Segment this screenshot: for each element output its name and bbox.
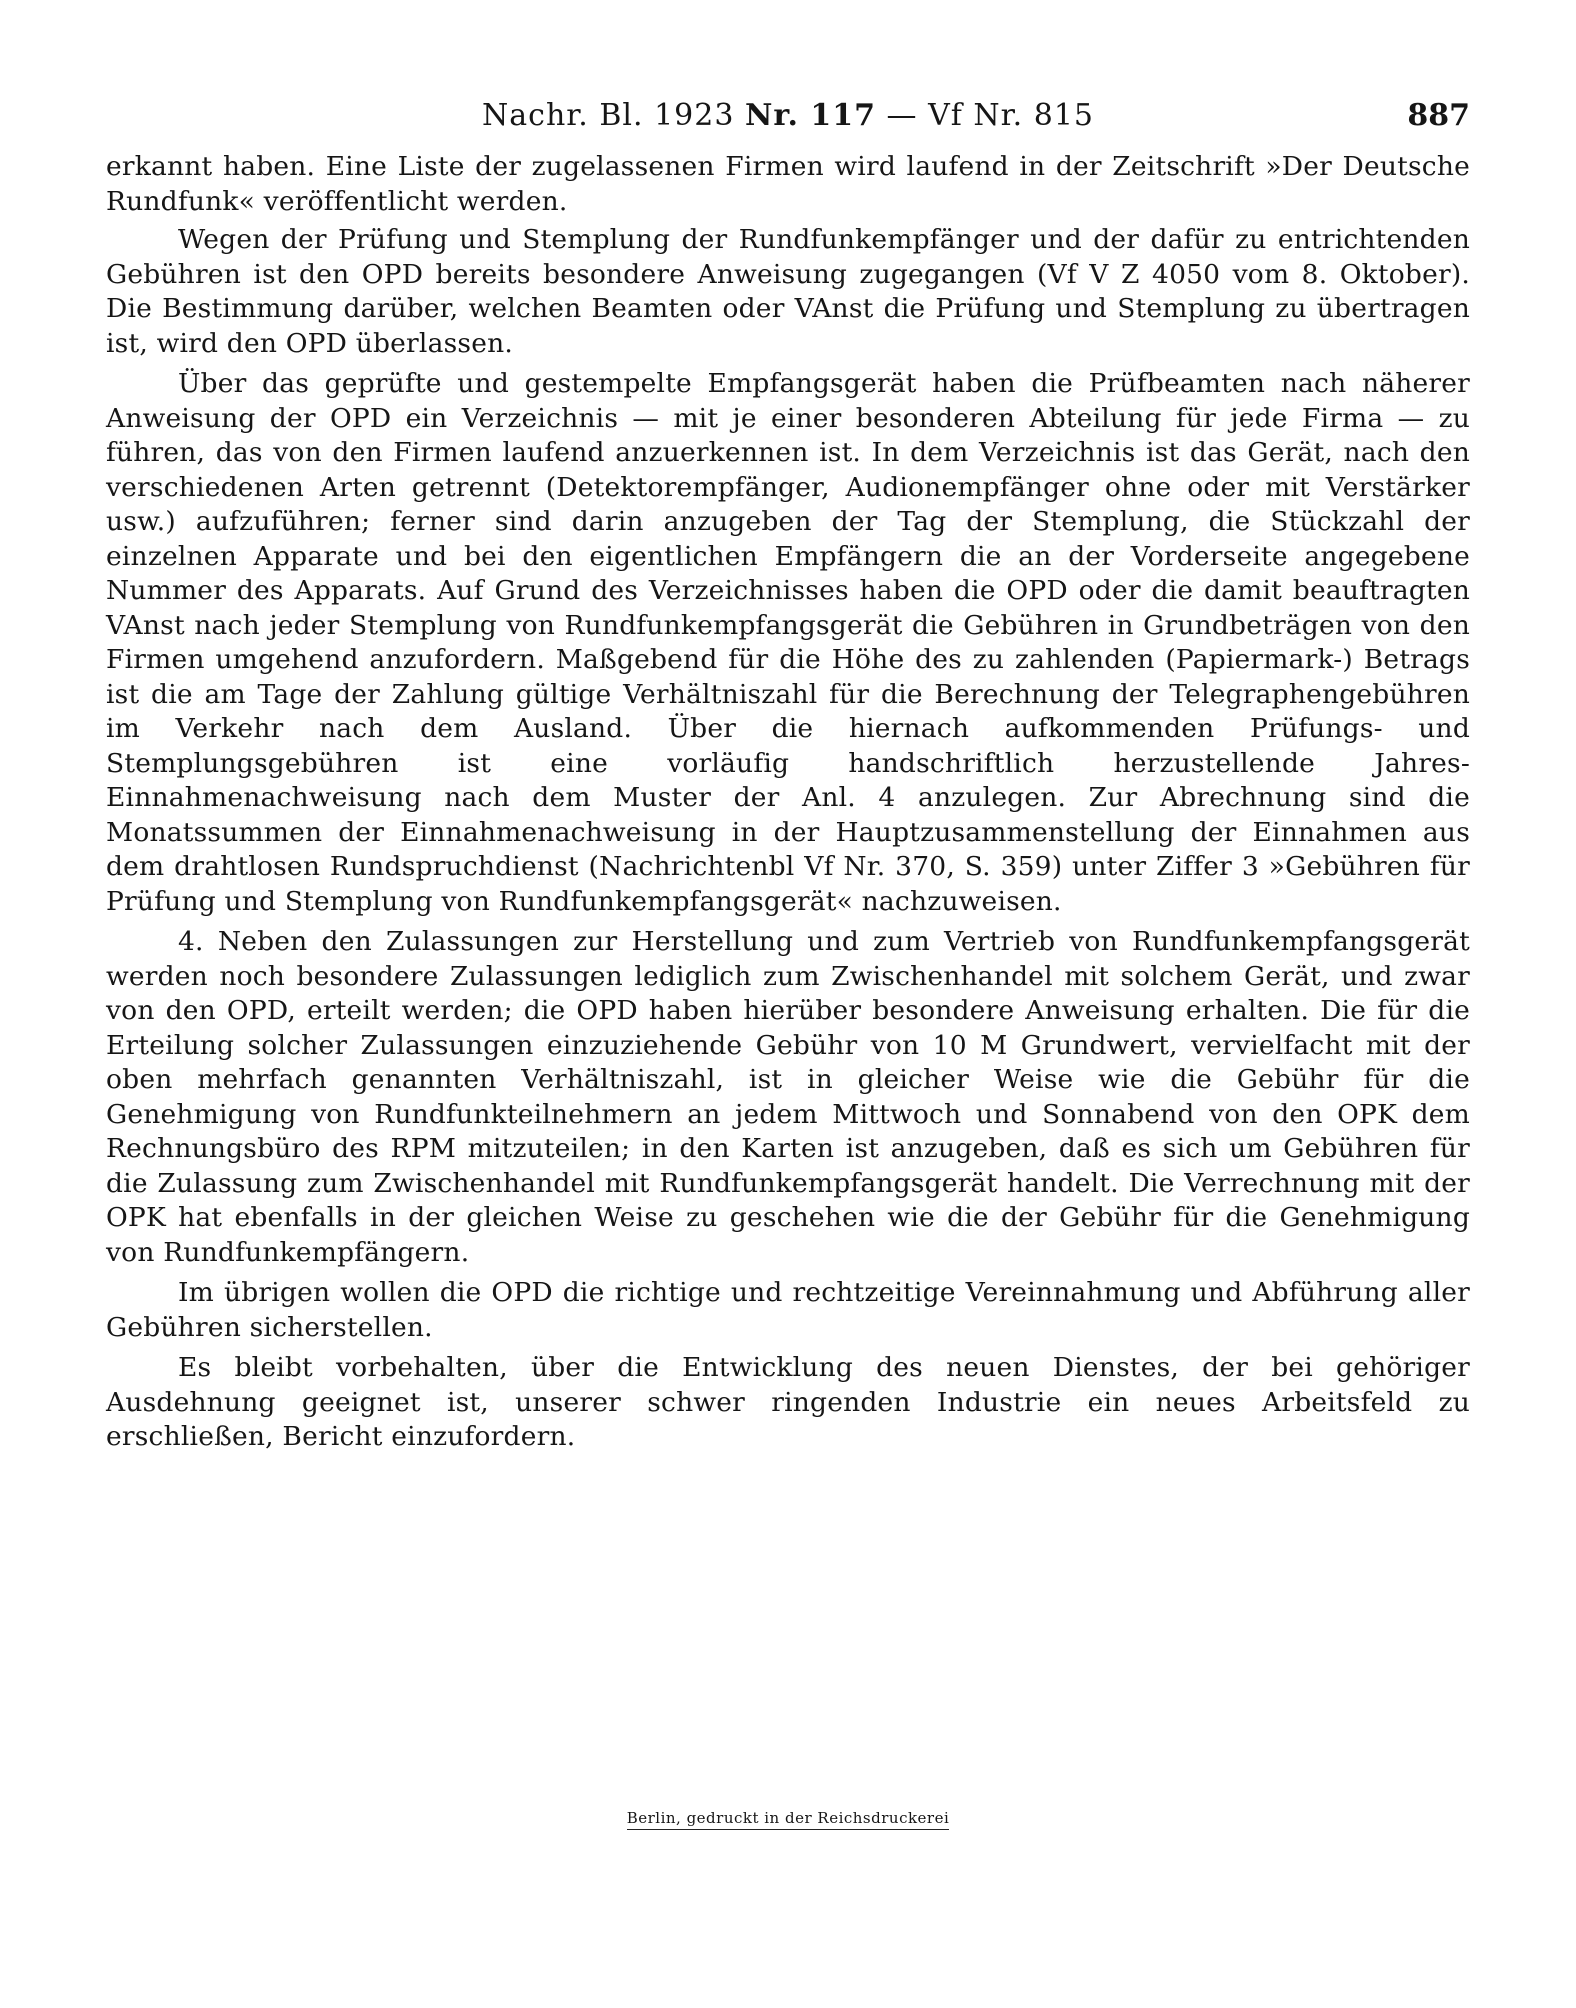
reference-number: Vf Nr. 815 bbox=[928, 98, 1094, 133]
paragraph-zwischenhandel: 4. Neben den Zulassungen zur Herstellung und zum Vertrieb von Rundfunkempfangsgerät werden noch besondere Zulassungen lediglich zum Zwischenhandel mit solchem Gerät, und zwar von den OPD, erteilt werden; die OPD haben hierüber besondere Anweisung erhalten. Die für die Erteilung solcher Zulassungen einzuziehende Gebühr von 10 M Grundwert, vervielfacht mit der oben mehrfach genannten Verhältniszahl, ist in gleicher Weise wie die Gebühr für die Genehmigung von Rundfunkteilnehmern an jedem Mittwoch und Sonnabend von den OPK dem Rechnungsbüro des RPM mitzuteilen; in den Karten ist anzugeben, daß es sich um Gebühren für die Zulassung zum Zwischenhandel mit Rundfunkempfangsgerät handelt. Die Verrechnung mit der OPK hat ebenfalls in der gleichen Weise zu geschehen wie die der Gebühr für die Genehmigung von Rundfunkempfängern. bbox=[106, 926, 1470, 1268]
printer-imprint bbox=[0, 1808, 1576, 1830]
running-head bbox=[106, 96, 1470, 136]
paragraph-continuation: erkannt haben. Eine Liste der zugelassenen Firmen wird laufend in der Zeitschrift »Der Deutsche Rundfunk« veröffentlicht werden. bbox=[106, 151, 1470, 217]
paragraph-verzeichnis: Über das geprüfte und gestempelte Empfangsgerät haben die Prüfbeamten nach näherer Anweisung der OPD ein Verzeichnis — mit je einer besonderen Abteilung für jede Firma — zu führen, das von den Firmen laufend anzuerkennen ist. In dem Verzeichnis ist das Gerät, nach den verschiedenen Arten getrennt (Detektorempfänger, Audionempfänger ohne oder mit Verstärker usw.) aufzuführen; ferner sind darin anzugeben der Tag der Stemplung, die Stückzahl der einzelnen Apparate und bei den eigentlichen Empfängern die an der Vorderseite angegebene Nummer des Apparats. Auf Grund des Verzeichnisses haben die OPD oder die damit beauftragten VAnst nach jeder Stemplung von Rundfunkempfangsgerät die Gebühren in Grundbeträgen von den Firmen umgehend anzufordern. Maßgebend für die Höhe des zu zahlenden (Papiermark-) Betrags ist die am Tage der Zahlung gültige Verhältniszahl für die Berechnung der Telegraphengebühren im Verkehr nach dem Ausland. Über die hiernach aufkommenden Prüfungs- und Stemplungsgebühren ist eine vorläufig handschriftlich herzustellende Jahres-Einnahmenachweisung nach dem Muster der Anl. 4 anzulegen. Zur Abrechnung sind die Monatssummen der Einnahmenachweisung in der Hauptzusammenstellung der Einnahmen aus dem drahtlosen Rundspruchdienst (Nachrichtenbl Vf Nr. 370, S. 359) unter Ziffer 3 »Gebühren für Prüfung und Stemplung von Rundfunkempfangsgerät« nachzuweisen. bbox=[106, 368, 1470, 917]
journal-title: Nachr. Bl. 1923 bbox=[482, 98, 735, 133]
paragraph-vorbehalt: Es bleibt vorbehalten, über die Entwicklung des neuen Dienstes, der bei gehöriger Ausdehnung geeignet ist, unserer schwer ringenden Industrie ein neues Arbeitsfeld zu erschließen, Bericht einzufordern. bbox=[106, 1352, 1470, 1452]
paragraph-pruefung: Wegen der Prüfung und Stemplung der Rundfunkempfänger und der dafür zu entrichtenden Gebühren ist den OPD bereits besondere Anweisung zugegangen (Vf V Z 4050 vom 8. Oktober). Die Bestimmung darüber, welchen Beamten oder VAnst die Prüfung und Stemplung zu übertragen ist, wird den OPD überlassen. bbox=[106, 224, 1470, 359]
page-header bbox=[106, 96, 1470, 136]
printer-line: Berlin, gedruckt in der Reichsdruckerei bbox=[627, 1809, 950, 1830]
body-text bbox=[106, 150, 1470, 1459]
page-number: 887 bbox=[1407, 98, 1470, 133]
paragraph-gebuehren: Im übrigen wollen die OPD die richtige und rechtzeitige Vereinnahmung und Abführung aller Gebühren sicherstellen. bbox=[106, 1277, 1470, 1343]
header-separator: — bbox=[886, 98, 918, 133]
issue-number: Nr. 117 bbox=[744, 98, 876, 133]
